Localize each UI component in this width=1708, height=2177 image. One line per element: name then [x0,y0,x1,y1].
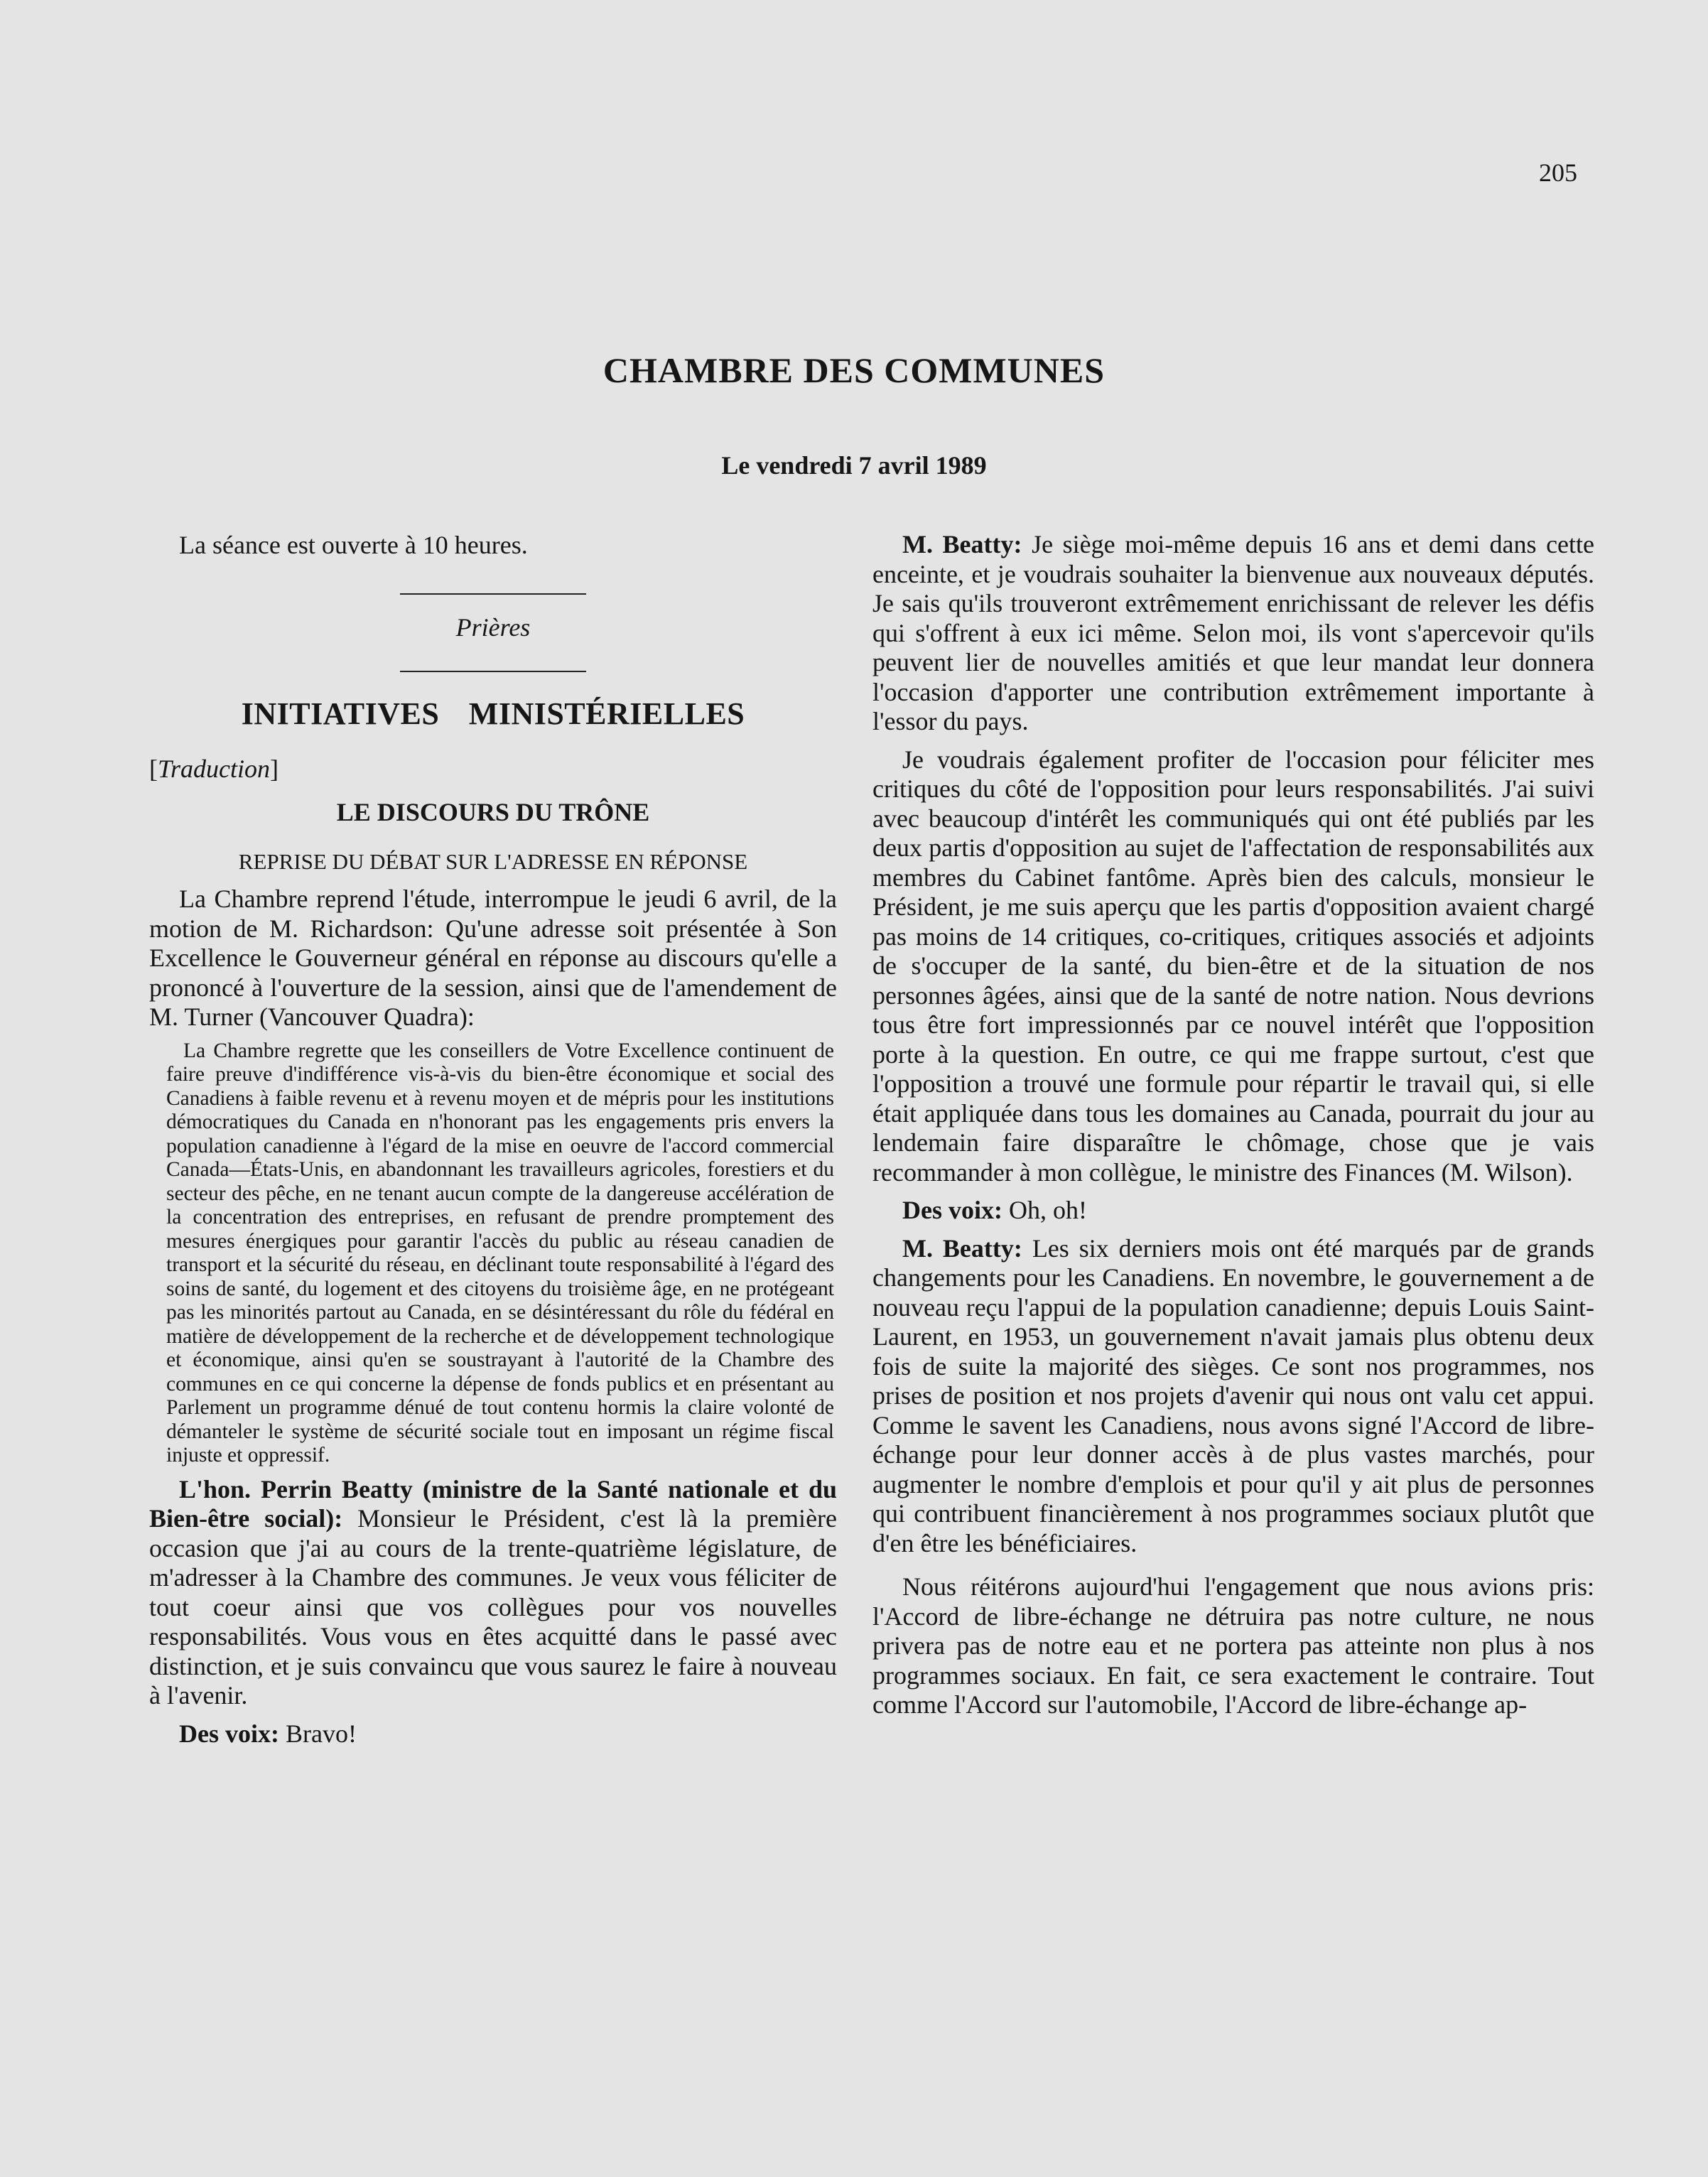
divider-rule [400,593,586,595]
left-column [149,529,837,1749]
motion-paragraph: La Chambre reprend l'étude, interrompue le jeudi 6 avril, de la motion de M. Richardson: Qu'une adresse soit présentée à Son Excellence le Gouverneur général en réponse au discours qu'elle a prononcé à l'ouverture de la session, ainsi que de l'amendement de M. Turner (Vancouver Quadra): [149,885,837,1031]
speaker-name: L'hon. Perrin Beatty (ministre de la Santé nationale et du Bien-être social): [149,1474,837,1533]
sitting-date: Le vendredi 7 avril 1989 [721,451,987,480]
speech-paragraph [149,1475,837,1711]
divider-rule [400,671,586,672]
interjection-paragraph [872,1196,1594,1226]
speech-paragraph: Je voudrais également profiter de l'occasion pour féliciter mes critiques du côté de l'opposition pour leurs responsabilités. J'ai suivi avec beaucoup d'intérêt les communiqués qui ont été publiés par les deux partis d'opposition au sujet de l'affectation de responsabilités aux membres du Cabinet fantôme. Après bien des calculs, monsieur le Président, je me suis aperçu que les partis d'opposition avaient chargé pas moins de 14 critiques, co-critiques, critiques associés et adjoints de s'occuper de la santé, du bien-être et de la situation de nos personnes âgées, ainsi que de la santé de notre nation. Nous devrions tous être fort impressionnés par ce nouvel intérêt que l'opposition porte à la question. En outre, ce qui me frappe surtout, c'est que l'opposition a trouvé une formule pour répartir le travail qui, si elle était appliquée dans tous les domaines au Canada, pourrait du jour au lendemain faire disparaître le chômage, chose que je vais recommander à mon collègue, le ministre des Finances (M. Wilson). [872,745,1594,1187]
page-number: 205 [1539,158,1577,187]
section-heading: INITIATIVES MINISTÉRIELLES [241,696,745,731]
prayers-heading: Prières [455,612,531,642]
debate-heading: REPRISE DU DÉBAT SUR L'ADRESSE EN RÉPONSE [238,848,748,874]
interjection-text: Bravo! [285,1719,357,1748]
interjection-paragraph [149,1719,837,1749]
speaker-name: Des voix: [902,1196,1002,1224]
amendment-quote: La Chambre regrette que les conseillers de Votre Excellence continuent de faire preuve d'indifférence vis-à-vis du bien-être économique et social des Canadiens à faible revenu et à revenu moyen et de mépris pour les institutions démocratiques du Canada en n'honorant pas les engagements pris envers la population canadienne à l'égard de la mise en oeuvre de l'accord commercial Canada—États-Unis, en abandonnant les travailleurs agricoles, forestiers et du secteur des pêche, en ne tenant aucun compte de la dangereuse accélération de la concentration des entreprises, en refusant de prendre promptement des mesures énergiques pour garantir l'accès du public au réseau canadien de transport et la sécurité du réseau, en déclinant toute responsabilité à l'égard des soins de santé, du logement et des citoyens du troisième âge, en ne protégeant pas les minorités partout au Canada, en se désintéressant du rôle du fédéral en matière de développement de la recherche et de développement technologique et économique, ainsi qu'en se soustrayant à l'autorité de la Chambre des communes en ce qui concerne la dépense de fonds publics et en présentant au Parlement un programme dénué de tout contenu hormis la claire volonté de démanteler le système de sécurité sociale tout en imposant un régime fiscal injuste et oppressif. [166,1039,834,1466]
sitting-opening: La séance est ouverte à 10 heures. [179,531,528,559]
speech-paragraph: Nous réitérons aujourd'hui l'engagement que nous avions pris: l'Accord de libre-échange ne détruira pas notre culture, ne nous privera pas de notre eau et ne portera pas atteinte non plus à nos programmes sociaux. En fait, ce sera exactement le contraire. Tout comme l'Accord sur l'automobile, l'Accord de libre-échange ap- [872,1572,1594,1719]
speaker-name: Des voix: [179,1719,279,1748]
translation-note: [Traduction] [149,754,279,783]
speaker-name: M. Beatty: [902,530,1022,558]
speech-heading: LE DISCOURS DU TRÔNE [336,798,650,826]
speech-text: Je siège moi-même depuis 16 ans et demi dans cette enceinte, et je voudrais souhaiter la bienvenue aux nouveaux députés. Je sais qu'ils trouveront extrêmement enrichissant de relever les défis qui s'offrent à eux ici même. Selon moi, ils vont s'apercevoir qu'ils peuvent lier de nouvelles amitiés et que leur mandat leur donnera l'occasion d'apporter une contribution extrêmement importante à l'essor du pays. [872,530,1595,735]
interjection-text: Oh, oh! [1008,1196,1087,1224]
speech-text: Les six derniers mois ont été marqués par de grands changements pour les Canadiens. En novembre, le gouvernement a de nouveau reçu l'appui de la population canadienne; depuis Louis Saint-Laurent, en 1953, un gouvernement n'avait jamais plus obtenu deux fois de suite la majorité des sièges. Ce sont nos programmes, nos prises de position et nos projets d'avenir qui nous ont valu cet appui. Comme le savent les Canadiens, nous avons signé l'Accord de libre-échange pour leur donner accès à de plus vastes marchés, pour augmenter le nombre d'emplois et pour qu'il y ait plus de personnes qui contribuent financièrement à nos programmes sociaux plutôt que d'en être les bénéficiaires. [872,1233,1595,1557]
chamber-title: CHAMBRE DES COMMUNES [602,350,1106,390]
speaker-name: M. Beatty: [902,1233,1022,1263]
speech-paragraph [872,1234,1594,1559]
translation-note-text: Traduction [158,754,271,783]
speech-text: Monsieur le Président, c'est là la première occasion que j'ai au cours de la trente-quatrième législature, de m'adresser à la Chambre des communes. Je veux vous féliciter de tout coeur ainsi que vos collègues pour vos nouvelles responsabilités. Vous vous en êtes acquitté dans le passé avec distinction, et je suis convaincu que vous saurez le faire à nouveau à l'avenir. [149,1504,838,1709]
right-column [872,529,1594,1720]
speech-paragraph [872,530,1594,737]
